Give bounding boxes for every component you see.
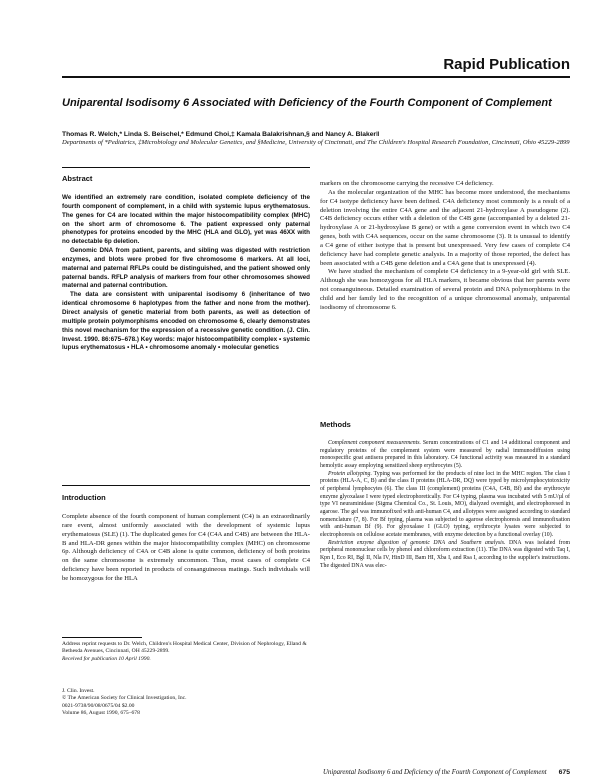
rapid-publication-banner: Rapid Publication [443, 56, 570, 73]
issn-line: 0021-9738/90/08/0675/04 $2.00 [62, 702, 135, 709]
introduction-paragraph: We have studied the mechanism of complete C4 deficiency in a 9-year-old girl with SLE. Although she was homozygous for all HLA markers, it became obvious that her parents were not consanguineous. Detailed examination of several protein and DNA polymorphisms in the child and her family led to the recognition of a unique chromosomal anomaly, uniparental isodisomy of chromosome 6. [320, 268, 570, 311]
methods-paragraph: Serum concentrations of C1 and 14 additional component and regulatory proteins of the complement system were measured by radial immunodiffusion using monospecific goat antisera prepared in this laboratory. C4 functional activity was measured in a standard hemolytic assay employing sensitized sheep erythrocytes (5). [320, 440, 570, 469]
article-affiliations: Departments of *Pediatrics, ‡Microbiology and Molecular Genetics, and §Medicine, University of Cincinnati, and The Children's Hospital Research Foundation, Cincinnati, Ohio 45229-2899 [62, 139, 570, 146]
introduction-paragraph: As the molecular organization of the MHC has become more understood, the mechanisms for C4 isotype deficiency have been defined. C4A deficiency most commonly is a result of a deletion involving the entire C4A gene and the adjacent 21-hydroxylase A pseudogene (2). C4B deficiency occurs either with a deletion of the C4B gene (accompanied by a deleted 21-hydroxylase A or 21-hydroxylase B gene) or with a gene conversion event in which two C4 genes, both with C4A sequences, occur on the same chromosome (3). It is unusual to identify a C4 gene of either isotype that is present but unexpressed. Very few cases of complete C4 deficiency have had complete genetic analysis. In a majority of those reported, the defect has been associated with a C4B gene deletion and a C4A gene that is unexpressed (4). [320, 188, 570, 267]
top-rule [62, 76, 570, 78]
page-number: 675 [558, 769, 570, 776]
methods-heading: Methods [320, 420, 351, 429]
abstract-paragraph: We identified an extremely rare condition, isolated complete deficiency of the fourth component of complement, in a child with systemic lupus erythematosus. The genes for C4 are located within the major histocompatibility complex (MHC) on the short arm of chromosome 6. The patient expressed only paternal phenotypes for proteins encoded by the MHC (HLA and GLO), yet was 46XX with no detectable 6p deletion. [62, 194, 310, 246]
methods-section [320, 420, 570, 570]
methods-subheading: Restriction enzyme digestion of genomic DNA and Southern analysis. [328, 539, 506, 546]
article-title: Uniparental Isodisomy 6 Associated with Deficiency of the Fourth Component of Complement [62, 97, 552, 109]
introduction-heading: Introduction [62, 493, 106, 502]
page-footer [62, 769, 570, 776]
received-date: Received for publication 10 April 1990. [62, 655, 151, 662]
abstract-section [62, 174, 310, 353]
introduction-paragraph: markers on the chromosome carrying the recessive C4 deficiency. [320, 180, 494, 187]
abstract-paragraph: The data are consistent with uniparental isodisomy 6 (inheritance of two identical chromosome 6 haplotypes from the father and none from the mother). Direct analysis of genetic material from both parents, as well as detection of multiple protein polymorphisms encoded on chromosome 6, clearly demonstrates this novel mechanism for the expression of a recessive genetic condition. (J. Clin. Invest. 1990. 86:675–678.) Key words: major histocompatibility complex • systemic lupus erythematosus • HLA • chromosome anomaly • molecular genetics [62, 291, 310, 352]
running-title: Uniparental Isodisomy 6 and Deficiency of the Fourth Component of Complement [323, 769, 547, 776]
methods-paragraph: DNA was isolated from peripheral mononuclear cells by phenol and chloroform extraction (11). The DNA was digested with Taq I, Kpn I, Eco RI, Bgl II, Nla IV, HinD III, Bam HI, Xba I, and Rsa I, according to the supplier's instructions. The digested DNA was elec- [320, 539, 570, 569]
introduction-paragraph: Complete absence of the fourth component of human complement (C4) is an extraordinarily rare event, almost uniformly associated with the development of systemic lupus erythematosus (SLE) (1). The duplicated genes for C4 (C4A and C4B) are between the HLA-B and HLA-DR genes within the major histocompatibility complex (MHC) on chromosome 6p. Although deficiency of C4A or C4B alone is quite common, deficiency of both proteins on the same chromosome is extremely uncommon. Thus, most cases of complete C4 deficiency have been reported in products of consanguineous matings. Such individuals will be homozygous for the HLA [62, 513, 310, 582]
introduction-continued [320, 180, 570, 313]
abstract-heading: Abstract [62, 174, 93, 183]
introduction-section [62, 493, 310, 584]
footnote-rule [62, 637, 142, 638]
methods-subheading: Complement component measurements. [328, 440, 421, 446]
methods-subheading: Protein allotyping. [328, 470, 372, 477]
copyright-line: © The American Society for Clinical Investigation, Inc. [62, 695, 187, 702]
abstract-paragraph: Genomic DNA from patient, parents, and sibling was digested with restriction enzymes, and blots were probed for five chromosome 6 markers. At all loci, maternal and paternal RFLPs could be distinguished, and the patient showed only paternal bands. RFLP analysis of markers from four other chromosomes showed maternal and paternal contribution. [62, 247, 310, 290]
journal-name: J. Clin. Invest. [62, 688, 95, 694]
methods-paragraph: Typing was performed for the products of nine loci in the MHC region. The class I proteins (HLA-A, C, B) and the class II proteins (HLA-DR, DQ) were typed by microlymphocytotoxicity of peripheral lymphocytes (6). The class III (complement) proteins (C4A, C4B, Bf) and the erythrocyte enzyme glyoxalase I were typed electrophoretically. For C4 typing, plasma was incubated with 5 mU/µl of type VI neuraminidase (Sigma Chemical Co., St. Louis, MO), dialyzed overnight, and electrophoresed in agarose. The gel was immunofixed with anti-human C4, and allotypes were assigned according to standard nomenclature (7, 8). For Bf typing, plasma was subjected to agarose electrophoresis and immunofixation with anti-human Bf (9). For glyoxalase I (GLO) typing, erythrocyte lysates were subjected to electrophoresis on cellulose acetate membranes, with enzyme detection by a functional overlay (10). [320, 470, 570, 538]
article-authors: Thomas R. Welch,* Linda S. Beischel,* Edmund Choi,‡ Kamala Balakrishnan,§ and Nancy A. Blaker‖ [62, 131, 380, 138]
abstract-rule-bottom [62, 485, 310, 486]
address-note [62, 641, 310, 663]
address-text: Address reprint requests to Dr. Welch, Children's Hospital Medical Center, Division of Nephrology, Elland & Bethesda Avenues, Cincinnati, OH 45229-2899. [62, 641, 307, 655]
journal-info [62, 688, 310, 718]
volume-line: Volume 86, August 1990, 675–678 [62, 710, 140, 717]
abstract-rule-top [62, 167, 310, 168]
